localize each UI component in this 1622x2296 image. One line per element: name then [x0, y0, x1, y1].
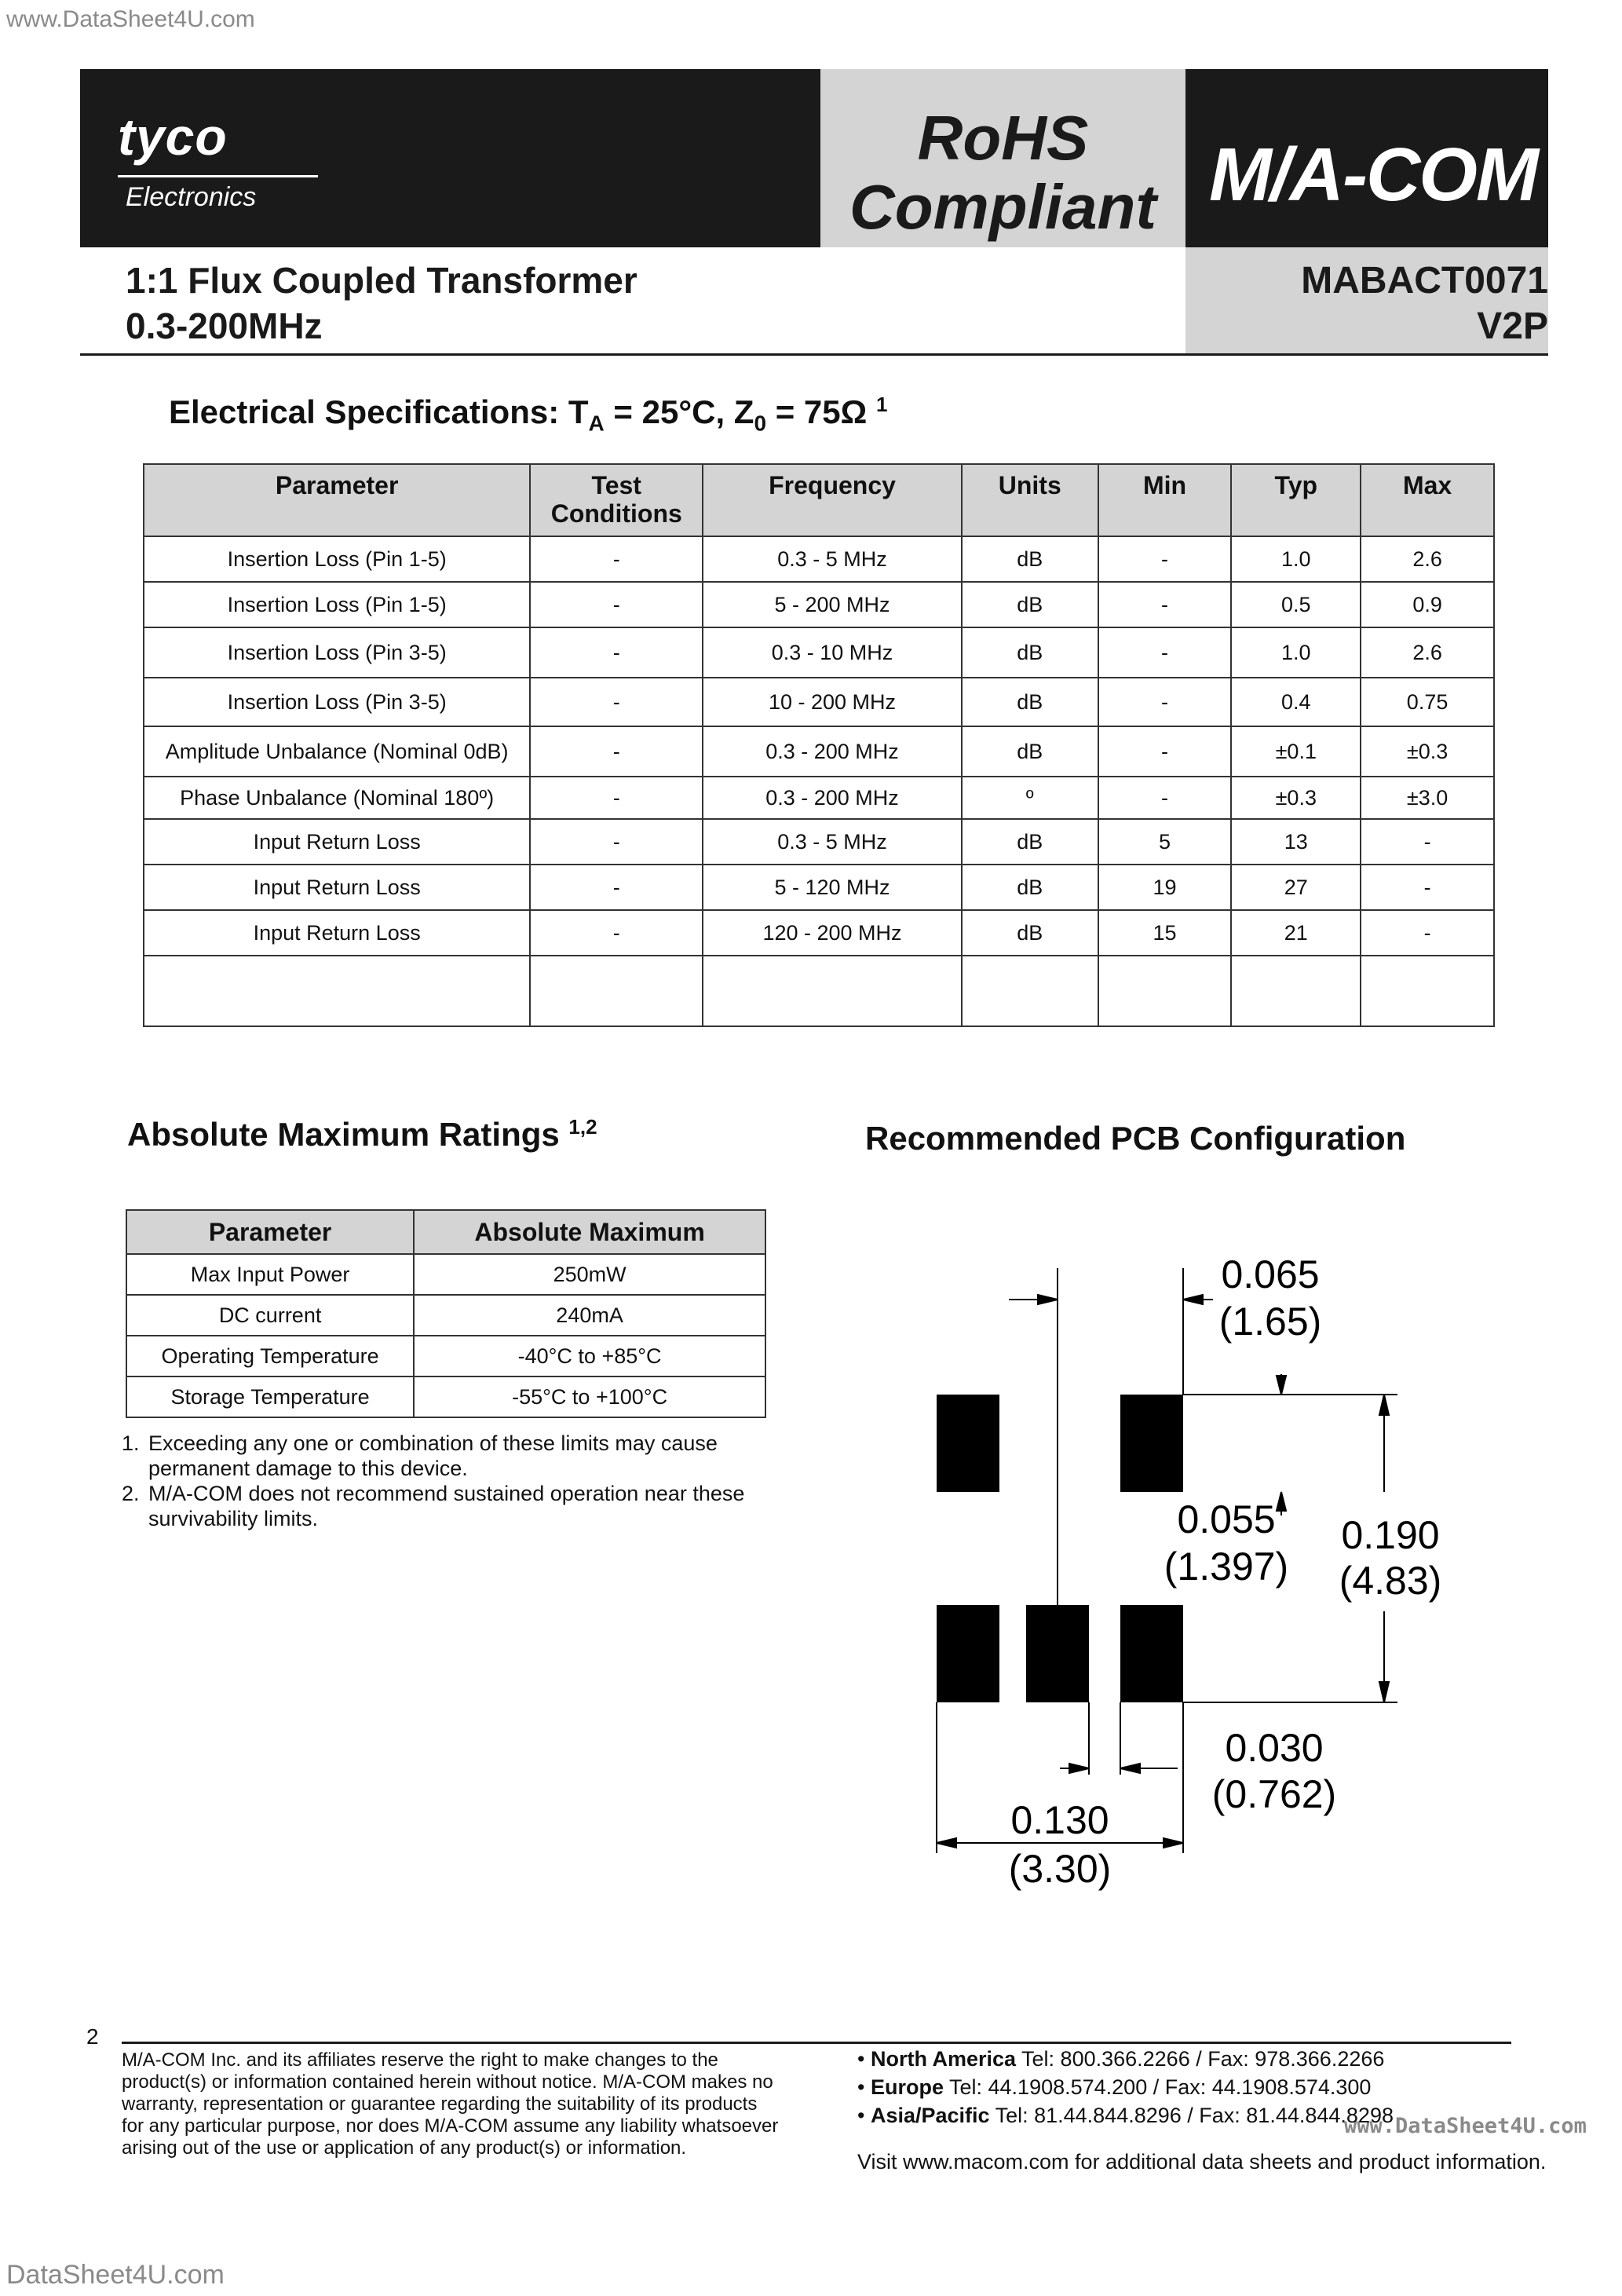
pcb-arrow: [1038, 1295, 1058, 1304]
table-cell: ±3.0: [1361, 777, 1494, 819]
footer-visit[interactable]: Visit www.macom.com for additional data sheets and product information.: [857, 2150, 1547, 2174]
table-cell: [1098, 956, 1232, 1026]
table-row: [126, 1336, 765, 1377]
table-cell: 0.3 - 10 MHz: [703, 627, 962, 678]
table-cell: 5: [1098, 819, 1232, 865]
pcb-dim-5-in: 0.130: [1010, 1798, 1109, 1842]
table-row: [144, 536, 1494, 582]
table-cell: 5 - 120 MHz: [703, 865, 962, 910]
table-header-row: [126, 1210, 765, 1254]
pcb-pad-top-right: [1120, 1395, 1183, 1492]
table-cell: -: [530, 678, 703, 726]
note-text: M/A-COM does not recommend sustained operation near these survivability limits.: [148, 1482, 745, 1530]
ratings-table: [126, 1209, 766, 1418]
contact-details: Tel: 44.1908.574.200 / Fax: 44.1908.574.300: [949, 2075, 1372, 2099]
table-cell: -: [1361, 865, 1494, 910]
table-cell: 0.3 - 200 MHz: [703, 726, 962, 777]
table-row: [144, 910, 1494, 956]
table-cell: º: [962, 777, 1098, 819]
table-cell: DC current: [126, 1295, 414, 1336]
table-row: [126, 1295, 765, 1336]
part-number: MABACT0071: [1301, 260, 1548, 302]
note-number: 1.: [122, 1431, 140, 1455]
table-cell: 0.4: [1231, 678, 1361, 726]
table-cell: Amplitude Unbalance (Nominal 0dB): [144, 726, 530, 777]
table-cell: -: [1098, 777, 1232, 819]
table-cell: 19: [1098, 865, 1232, 910]
table-cell: 0.75: [1361, 678, 1494, 726]
pcb-pad-top-left: [937, 1395, 999, 1492]
table-cell: dB: [962, 582, 1098, 627]
bullet-icon: •: [857, 2047, 871, 2071]
table-cell: 15: [1098, 910, 1232, 956]
pcb-pad-bottom-center: [1026, 1605, 1089, 1702]
table-cell: [530, 956, 703, 1026]
part-version: V2P: [1477, 305, 1548, 347]
pcb-dim-3-mm: (4.83): [1339, 1559, 1442, 1603]
table-cell: -: [530, 726, 703, 777]
table-cell: ±0.1: [1231, 726, 1361, 777]
table-cell: -: [530, 865, 703, 910]
pcb-arrow: [1379, 1395, 1389, 1415]
product-frequency: 0.3-200MHz: [126, 305, 323, 346]
part-number-divider: [1185, 353, 1548, 356]
note-item: [122, 1481, 781, 1531]
pcb-dim-2-in: 0.055: [1177, 1497, 1276, 1541]
table-cell: -: [530, 627, 703, 678]
table-cell: [962, 956, 1098, 1026]
rohs-line1: RoHS: [917, 103, 1089, 173]
pcb-pad-bottom-right: [1120, 1605, 1183, 1702]
pcb-dim-5-mm: (3.30): [1008, 1847, 1112, 1891]
column-header: Max: [1361, 464, 1494, 536]
table-cell: 2.6: [1361, 627, 1494, 678]
electrical-heading: Electrical Specifications: $T_A = 25^\circ C$, $Z_0 = 75\Omega$ $^1$: [169, 393, 888, 436]
table-cell: 240mA: [414, 1295, 765, 1336]
watermark-right[interactable]: www.DataSheet4U.com: [1344, 2114, 1587, 2138]
table-cell: dB: [962, 726, 1098, 777]
footer-disclaimer: M/A-COM Inc. and its affiliates reserve the right to make changes to the product(s) or information contained herein without notice. M/A-COM makes no warranty, representation or guarantee regarding the suitability of its products for any particular purpose, nor does M/A-COM assume any liability whatsoever arising out of the use or application of any product(s) or information.: [122, 2049, 779, 2159]
table-cell: Input Return Loss: [144, 910, 530, 956]
product-title: 1:1 Flux Coupled Transformer: [126, 260, 637, 301]
table-cell: [1231, 956, 1361, 1026]
pcb-arrow: [1120, 1764, 1140, 1773]
table-row: [144, 819, 1494, 865]
note-text: Exceeding any one or combination of these limits may cause permanent damage to this device.: [148, 1431, 718, 1480]
pcb-arrow: [1183, 1295, 1203, 1304]
footer-contacts: [857, 2045, 1548, 2130]
table-row: [144, 726, 1494, 777]
table-cell: -: [530, 536, 703, 582]
pcb-arrow: [1379, 1682, 1389, 1702]
pcb-arrow: [1069, 1764, 1089, 1773]
contact-line: [857, 2101, 1548, 2130]
table-cell: Insertion Loss (Pin 3-5): [144, 627, 530, 678]
pcb-pad-bottom-left: [937, 1605, 999, 1702]
table-cell: dB: [962, 536, 1098, 582]
table-cell: 1.0: [1231, 627, 1361, 678]
tyco-logo: tyco: [118, 108, 228, 166]
column-header: Test Conditions: [530, 464, 703, 536]
contact-details: Tel: 81.44.844.8296 / Fax: 81.44.844.8298: [995, 2104, 1394, 2127]
table-cell: Max Input Power: [126, 1254, 414, 1295]
table-cell: [703, 956, 962, 1026]
table-cell: 0.3 - 200 MHz: [703, 777, 962, 819]
table-cell: ±0.3: [1231, 777, 1361, 819]
electrical-spec-table: [143, 463, 1495, 1027]
table-cell: -: [530, 582, 703, 627]
table-cell: dB: [962, 819, 1098, 865]
table-cell: Insertion Loss (Pin 3-5): [144, 678, 530, 726]
table-cell: Storage Temperature: [126, 1377, 414, 1417]
table-cell: [1361, 956, 1494, 1026]
table-cell: -: [1361, 819, 1494, 865]
table-cell: Phase Unbalance (Nominal 180º): [144, 777, 530, 819]
table-row: [126, 1254, 765, 1295]
pcb-arrow: [1277, 1376, 1286, 1395]
rohs-line2: Compliant: [849, 172, 1157, 242]
table-cell: 0.3 - 5 MHz: [703, 536, 962, 582]
contact-region: Asia/Pacific: [870, 2104, 990, 2127]
table-cell: 2.6: [1361, 536, 1494, 582]
contact-region: Europe: [870, 2075, 944, 2099]
table-cell: 120 - 200 MHz: [703, 910, 962, 956]
tyco-logo-rule: [118, 175, 318, 177]
macom-logo: M/A-COM: [1209, 133, 1537, 217]
pcb-diagram: [864, 1225, 1492, 1932]
pcb-arrow: [1277, 1492, 1286, 1511]
pcb-heading: Recommended PCB Configuration: [865, 1120, 1406, 1157]
table-cell: -: [1098, 627, 1232, 678]
watermark-top[interactable]: www.DataSheet4U.com: [6, 6, 255, 32]
table-cell: 0.3 - 5 MHz: [703, 819, 962, 865]
column-header: Frequency: [703, 464, 962, 536]
contact-line: [857, 2045, 1548, 2073]
table-cell: dB: [962, 910, 1098, 956]
table-cell: 0.5: [1231, 582, 1361, 627]
table-row: [144, 777, 1494, 819]
column-header: Units: [962, 464, 1098, 536]
table-cell: Input Return Loss: [144, 865, 530, 910]
table-cell: 5 - 200 MHz: [703, 582, 962, 627]
table-cell: -40°C to +85°C: [414, 1336, 765, 1377]
note-item: [122, 1431, 781, 1481]
note-number: 2.: [122, 1482, 140, 1505]
table-cell: -: [530, 777, 703, 819]
page-number: 2: [86, 2024, 99, 2049]
column-header: Parameter: [126, 1210, 414, 1254]
table-cell: 13: [1231, 819, 1361, 865]
table-cell: 27: [1231, 865, 1361, 910]
table-row: [144, 627, 1494, 678]
table-cell: [144, 956, 530, 1026]
table-cell: -: [530, 910, 703, 956]
pcb-dim-3-in: 0.190: [1341, 1513, 1440, 1557]
table-header-row: [144, 464, 1494, 536]
table-cell: 21: [1231, 910, 1361, 956]
pcb-dim-1-mm: (1.65): [1218, 1300, 1322, 1344]
bullet-icon: •: [857, 2104, 871, 2127]
table-row: [126, 1377, 765, 1417]
table-cell: dB: [962, 678, 1098, 726]
table-row: [144, 865, 1494, 910]
pcb-arrow: [1164, 1838, 1183, 1848]
tyco-logo-sub: Electronics: [126, 182, 257, 212]
table-cell: -55°C to +100°C: [414, 1377, 765, 1417]
footer-divider: [122, 2042, 1511, 2044]
table-row: [144, 582, 1494, 627]
table-cell: Input Return Loss: [144, 819, 530, 865]
pcb-arrow: [937, 1838, 956, 1848]
table-cell: dB: [962, 865, 1098, 910]
bullet-icon: •: [857, 2075, 871, 2099]
column-header: Absolute Maximum: [414, 1210, 765, 1254]
table-cell: 1.0: [1231, 536, 1361, 582]
table-cell: Operating Temperature: [126, 1336, 414, 1377]
table-cell: dB: [962, 627, 1098, 678]
pcb-dim-4-in: 0.030: [1225, 1726, 1324, 1770]
table-cell: Insertion Loss (Pin 1-5): [144, 536, 530, 582]
table-row: [144, 956, 1494, 1026]
table-cell: 250mW: [414, 1254, 765, 1295]
pcb-dim-2-mm: (1.397): [1164, 1545, 1289, 1589]
table-cell: -: [1361, 910, 1494, 956]
ratings-heading: Absolute Maximum Ratings $^{1,2}$: [127, 1115, 597, 1153]
pcb-dim-1-in: 0.065: [1221, 1252, 1320, 1296]
watermark-bottom[interactable]: DataSheet4U.com: [6, 2260, 225, 2290]
table-cell: -: [530, 819, 703, 865]
column-header: Typ: [1231, 464, 1361, 536]
table-row: [144, 678, 1494, 726]
column-header: Min: [1098, 464, 1232, 536]
column-header: Parameter: [144, 464, 530, 536]
table-cell: -: [1098, 678, 1232, 726]
table-cell: -: [1098, 726, 1232, 777]
table-cell: 0.9: [1361, 582, 1494, 627]
table-cell: -: [1098, 582, 1232, 627]
table-cell: 10 - 200 MHz: [703, 678, 962, 726]
contact-region: North America: [870, 2047, 1017, 2071]
contact-details: Tel: 800.366.2266 / Fax: 978.366.2266: [1021, 2047, 1385, 2071]
table-cell: ±0.3: [1361, 726, 1494, 777]
table-cell: Insertion Loss (Pin 1-5): [144, 582, 530, 627]
pcb-dim-4-mm: (0.762): [1211, 1772, 1337, 1816]
header-divider: [80, 353, 1185, 356]
ratings-notes: [122, 1431, 781, 1531]
contact-line: [857, 2073, 1548, 2101]
table-cell: -: [1098, 536, 1232, 582]
